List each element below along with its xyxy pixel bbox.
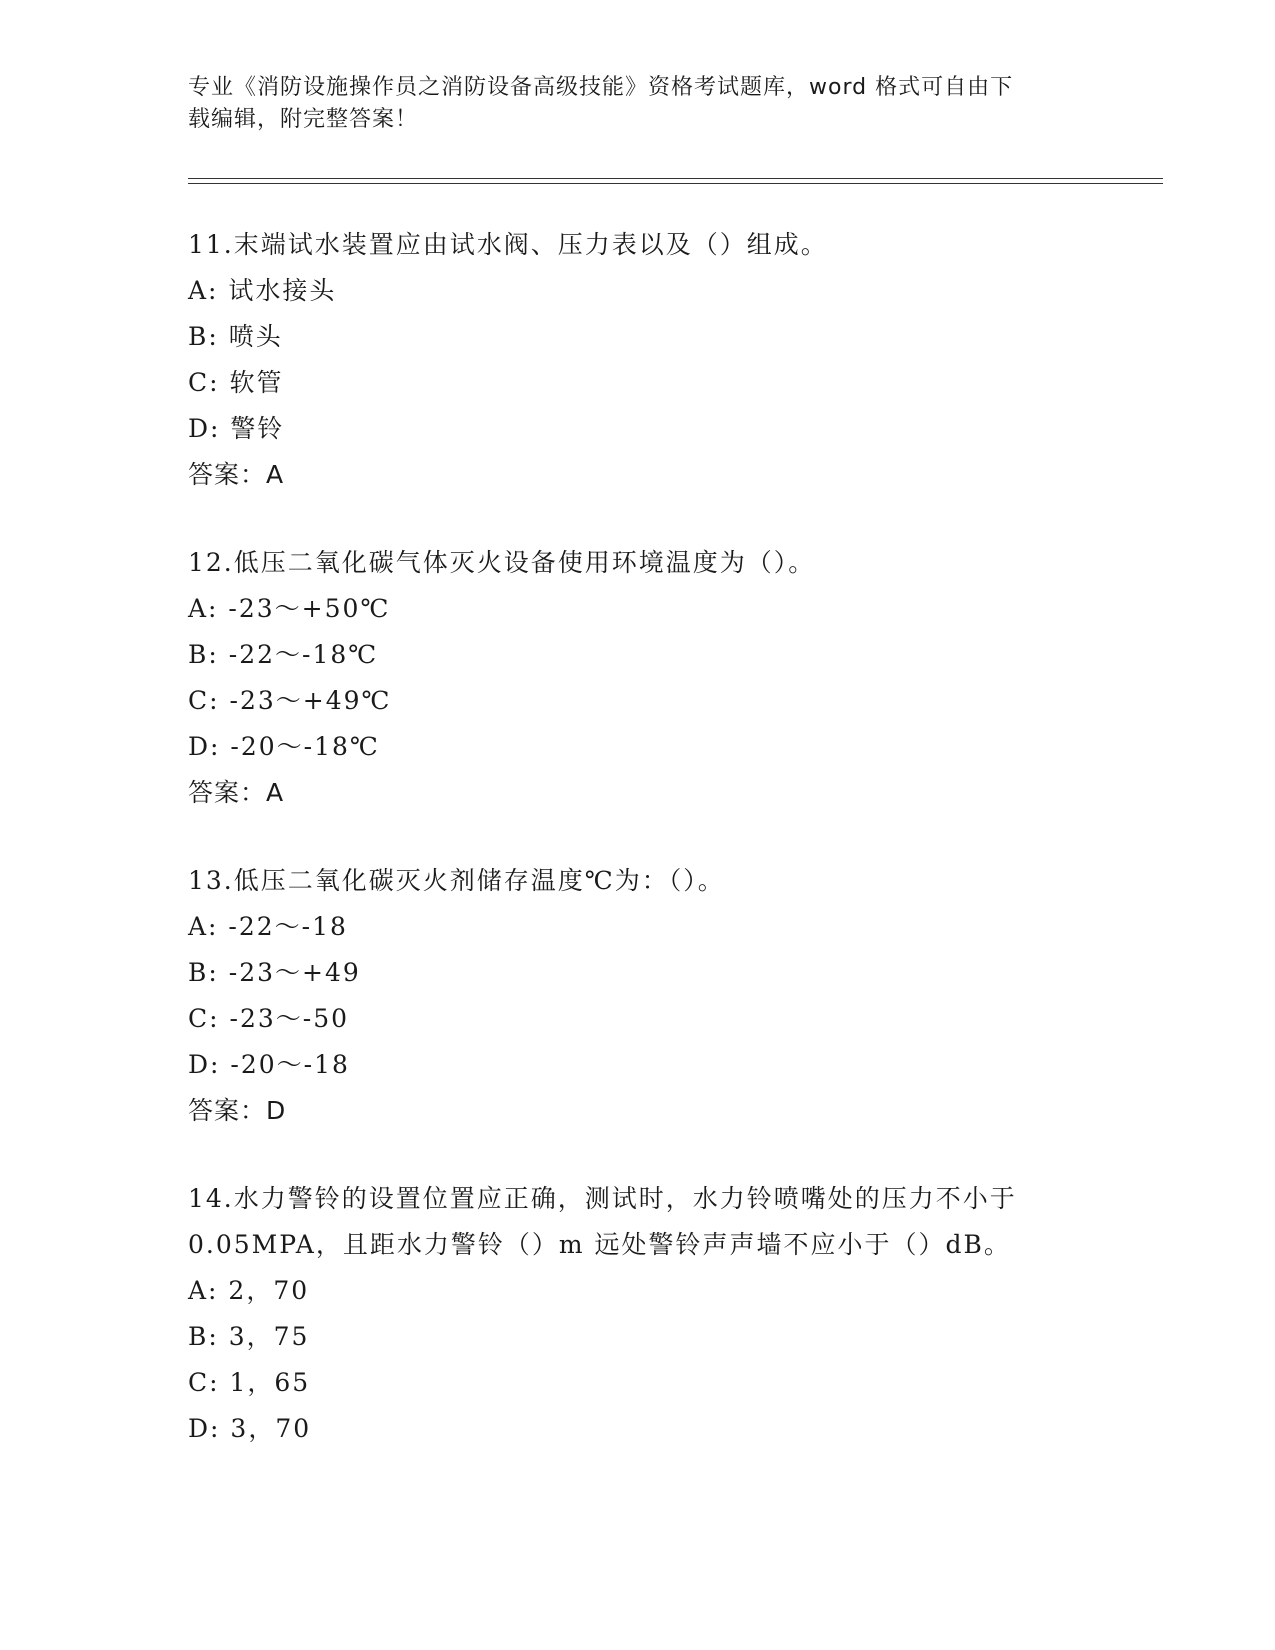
option-c: C: -23～+49℃: [188, 686, 392, 715]
question-stem-line2: 0.05MPA，且距水力警铃（）m 远处警铃声声墙不应小于（）dB。: [188, 1230, 1011, 1259]
option-d: D: -20～-18: [188, 1050, 350, 1079]
option-b: B: 喷头: [188, 322, 283, 351]
option-c: C: -23～-50: [188, 1004, 350, 1033]
question-stem: 11.末端试水装置应由试水阀、压力表以及（）组成。: [188, 230, 828, 259]
header-divider-bottom: [188, 183, 1163, 184]
option-a: A: -22～-18: [188, 912, 348, 941]
header-title-line1: 专业《消防设施操作员之消防设备高级技能》资格考试题库，word 格式可自由下: [188, 75, 1014, 100]
option-b: B: -22～-18℃: [188, 640, 379, 669]
header-divider-top: [188, 178, 1163, 179]
option-a: A: 2，70: [188, 1276, 310, 1305]
option-d: D: 警铃: [188, 414, 285, 443]
option-c: C: 软管: [188, 368, 284, 397]
answer-label: 答案：A: [188, 778, 285, 807]
question-stem: 12.低压二氧化碳气体灭火设备使用环境温度为（）。: [188, 548, 816, 577]
question-stem-line1: 14.水力警铃的设置位置应正确，测试时，水力铃喷嘴处的压力不小于: [188, 1184, 1017, 1213]
option-d: D: 3，70: [188, 1414, 312, 1443]
option-c: C: 1，65: [188, 1368, 311, 1397]
answer-label: 答案：D: [188, 1096, 287, 1125]
option-a: A: -23～+50℃: [188, 594, 391, 623]
option-a: A: 试水接头: [188, 276, 337, 305]
header-title-line2: 载编辑，附完整答案！: [188, 107, 419, 132]
question-14: [188, 1176, 1088, 1452]
document-header: [188, 72, 1068, 136]
question-13: [188, 858, 1088, 1134]
option-b: B: -23～+49: [188, 958, 361, 987]
option-d: D: -20～-18℃: [188, 732, 380, 761]
question-11: [188, 222, 1088, 498]
question-12: [188, 540, 1088, 816]
question-stem: 13.低压二氧化碳灭火剂储存温度℃为：（）。: [188, 866, 725, 895]
option-b: B: 3，75: [188, 1322, 310, 1351]
answer-label: 答案：A: [188, 460, 285, 489]
